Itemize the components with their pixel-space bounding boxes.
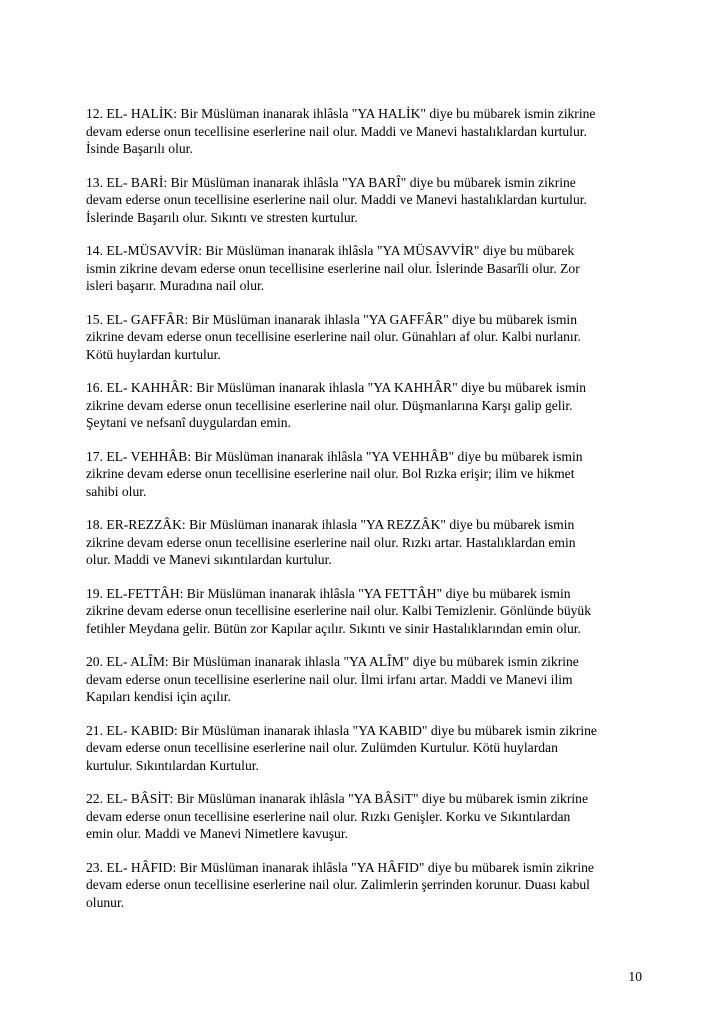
page-number: 10 <box>628 969 642 984</box>
paragraph-el-halik: 12. EL- HALİK: Bir Müslüman inanarak ihlâsla "YA HALİK" diye bu mübarek ismin zikrine devam ederse onun tecellisine eserlerine nail olur. Maddi ve Manevi hastalıklardan kurtulur. İsinde Başarılı olur. <box>86 106 596 156</box>
paragraph-er-rezzak: 18. ER-REZZÂK: Bir Müslüman inanarak ihlasla "YA REZZÂK" diye bu mübarek ismin zikrine devam ederse onun tecellisine eserlerine nail olur. Rızkı artar. Hastalıklardan emin olur. Maddi ve Manevi sıkıntılardan kurtulur. <box>86 517 576 567</box>
paragraph-el-gaffar: 15. EL- GAFFÂR: Bir Müslüman inanarak ihlasla "YA GAFFÂR" diye bu mübarek ismin zikrine devam ederse onun tecellisine eserlerine nail olur. Günahları af olur. Kalbi nurlanır. Kötü huylardan kurtulur. <box>86 311 581 362</box>
paragraph-el-kahhar: 16. EL- KAHHÂR: Bir Müslüman inanarak ihlasla "YA KAHHÂR" diye bu mübarek ismin zikrine devam ederse onun tecellisine eserlerine nail olur. Düşmanlarına Karşı galip gelir. Şeytani ve nefsanî duygulardan emin. <box>86 380 587 430</box>
paragraph-el-kabid: 21. EL- KABID: Bir Müslüman inanarak ihlasla "YA KABID" diye bu mübarek ismin zikrine devam ederse onun tecellisine eserlerine nail olur. Zulümden Kurtulur. Kötü huylardan kurtulur. Sıkıntılardan Kurtulur. <box>86 722 597 773</box>
paragraph-el-alim: 20. EL- ALÎM: Bir Müslüman inanarak ihlasla "YA ALÎM" diye bu mübarek ismin zikrine devam ederse onun tecellisine eserlerine nail olur. İlmi irfanı artar. Maddi ve Manevi ilim Kapıları kendisi için açılır. <box>86 654 579 704</box>
paragraph-el-basit: 22. EL- BÂSİT: Bir Müslüman inanarak ihlâsla "YA BÂSiT" diye bu mübarek ismin zikrine devam ederse onun tecellisine eserlerine nail olur. Rızkı Genişler. Korku ve Sıkıntılardan emin olur. Maddi ve Manevi Nimetlere kavuşur. <box>86 791 588 841</box>
paragraph-el-hafid: 23. EL- HÂFID: Bir Müslüman inanarak ihlâsla "YA HÂFID" diye bu mübarek ismin zikrine devam ederse onun tecellisine eserlerine nail olur. Zalimlerin şerrinden korunur. Duası kabul olunur. <box>86 859 594 910</box>
paragraph-el-fettah: 19. EL-FETTÂH: Bir Müslüman inanarak ihlâsla "YA FETTÂH" diye bu mübarek ismin zikrine devam ederse onun tecellisine eserlerine nail olur. Kalbi Temizlenir. Gönlünde büyük fetihler Meydana gelir. Bütün zor Kapılar açılır. Sıkıntı ve sinir Hastalıklarından emin olur. <box>86 585 592 636</box>
paragraph-el-bari: 13. EL- BARİ: Bir Müslüman inanarak ihlâsla "YA BARÎ" diye bu mübarek ismin zikrine devam ederse onun tecellisine eserlerine nail olur. Maddi ve Manevi hastalıklardan kurtulur. İslerinde Başarılı olur. Sıkıntı ve stresten kurtulur. <box>86 174 587 225</box>
paragraph-el-musavvir: 14. EL-MÜSAVVİR: Bir Müslüman inanarak ihlâsla "YA MÜSAVVİR" diye bu mübarek ismin zikrine devam ederse onun tecellisine eserlerine nail olur. İslerinde Basarîli olur. Zor isleri başarır. Muradına nail olur. <box>86 243 580 293</box>
paragraph-el-vehhab: 17. EL- VEHHÂB: Bir Müslüman inanarak ihlâsla "YA VEHHÂB" diye bu mübarek ismin zikrine devam ederse onun tecellisine eserlerine nail olur. Bol Rızka erişir; ilim ve hikmet sahibi olur. <box>86 448 583 499</box>
document-body <box>86 105 656 927</box>
